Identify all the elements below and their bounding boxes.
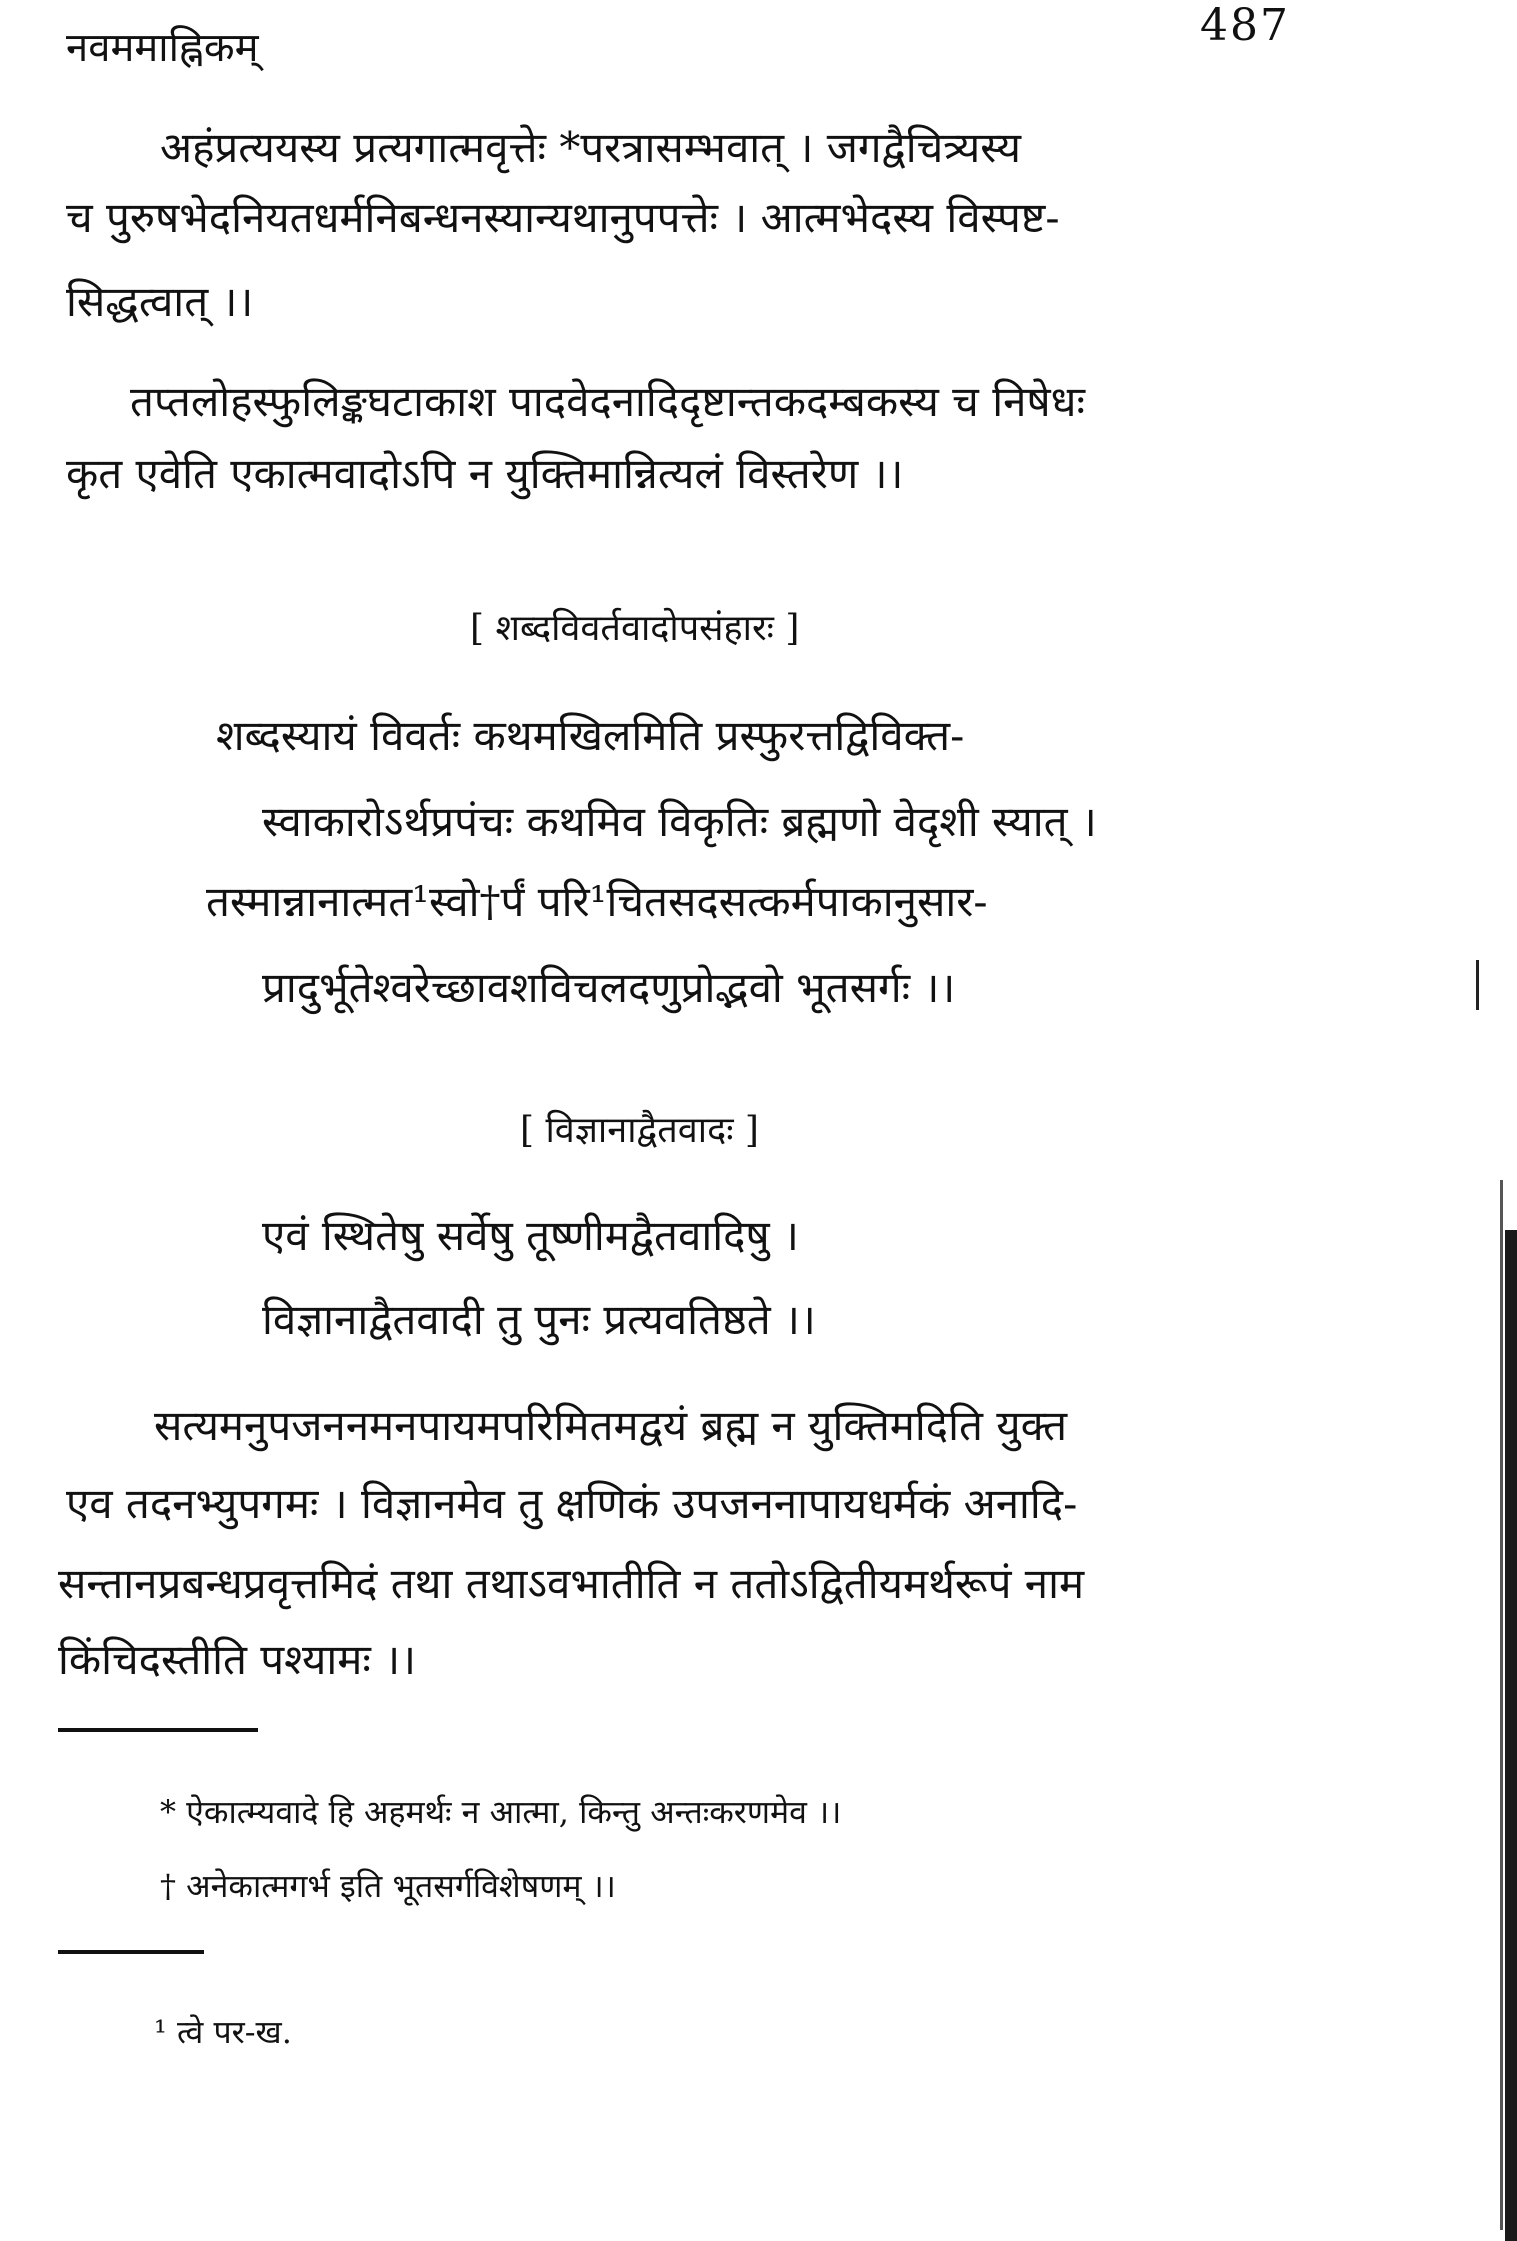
verse2-line-2: विज्ञानाद्वैतवादी तु पुनः प्रत्यवतिष्ठते ।। bbox=[262, 1295, 816, 1344]
scan-edge-line bbox=[1500, 1180, 1503, 2230]
footnote: * ऐकात्म्यवादे हि अहमर्थः न आत्मा, किन्तु अन्तःकरणमेव ।। bbox=[160, 1793, 842, 1831]
footnote-divider bbox=[58, 1728, 258, 1732]
running-header: नवममाह्निकम् bbox=[66, 25, 259, 71]
footnote: † अनेकात्मगर्भ इति भूतसर्गविशेषणम् ।। bbox=[160, 1867, 616, 1905]
verse2-line-1: एवं स्थितेषु सर्वेषु तूष्णीमद्वैतवादिषु । bbox=[262, 1211, 799, 1260]
para3-line-2: एव तदनभ्युपगमः । विज्ञानमेव तु क्षणिकं उपजननापायधर्मकं अनादि- bbox=[66, 1479, 1078, 1528]
variant-reading-note: ¹ त्वे पर-ख. bbox=[154, 2013, 292, 2051]
para3-line-1: सत्यमनुपजननमनपायमपरिमितमद्वयं ब्रह्म न युक्तिमदिति युक्त bbox=[154, 1401, 1068, 1450]
verse1-line-4: प्रादुर्भूतेश्वरेच्छावशविचलदणुप्रोद्भवो भूतसर्गः ।। bbox=[262, 963, 956, 1012]
para3-line-4: किंचिदस्तीति पश्यामः ।। bbox=[58, 1635, 417, 1684]
margin-mark bbox=[1476, 960, 1479, 1010]
para1-line-1: अहंप्रत्ययस्य प्रत्यगात्मवृत्तेः *परत्रासम्भवात् । जगद्वैचित्र्यस्य bbox=[160, 123, 1021, 172]
page-number: 487 bbox=[1200, 0, 1290, 51]
section-heading: [ विज्ञानाद्वैतवादः ] bbox=[520, 1110, 759, 1151]
verse1-line-1: शब्दस्यायं विवर्तः कथमखिलमिति प्रस्फुरत्तद्विविक्त- bbox=[216, 711, 965, 760]
para2-line-2: कृत एवेति एकात्मवादोऽपि न युक्तिमान्नित्यलं विस्तरेण ।। bbox=[66, 449, 904, 498]
verse1-line-3: तस्मान्नानात्मत¹स्वो†र्पं परि¹चितसदसत्कर्मपाकानुसार- bbox=[206, 877, 988, 926]
para1-line-3: सिद्धत्वात् ।। bbox=[66, 277, 254, 326]
scan-edge-shadow bbox=[1505, 1230, 1517, 2241]
para1-line-2: च पुरुषभेदनियतधर्मनिबन्धनस्यान्यथानुपपत्तेः । आत्मभेदस्य विस्पष्ट- bbox=[66, 193, 1060, 242]
variant-divider bbox=[58, 1950, 204, 1954]
para2-line-1: तप्तलोहस्फुलिङ्कघटाकाश पादवेदनादिदृष्टान्तकदम्बकस्य च निषेधः bbox=[130, 377, 1085, 426]
para3-line-3: सन्तानप्रबन्धप्रवृत्तमिदं तथा तथाऽवभातीति न ततोऽद्वितीयमर्थरूपं नाम bbox=[58, 1559, 1085, 1608]
verse1-line-2: स्वाकारोऽर्थप्रपंचः कथमिव विकृतिः ब्रह्मणो वेदृशी स्यात् । bbox=[262, 797, 1097, 846]
section-heading: [ शब्दविवर्तवादोपसंहारः ] bbox=[470, 608, 800, 649]
